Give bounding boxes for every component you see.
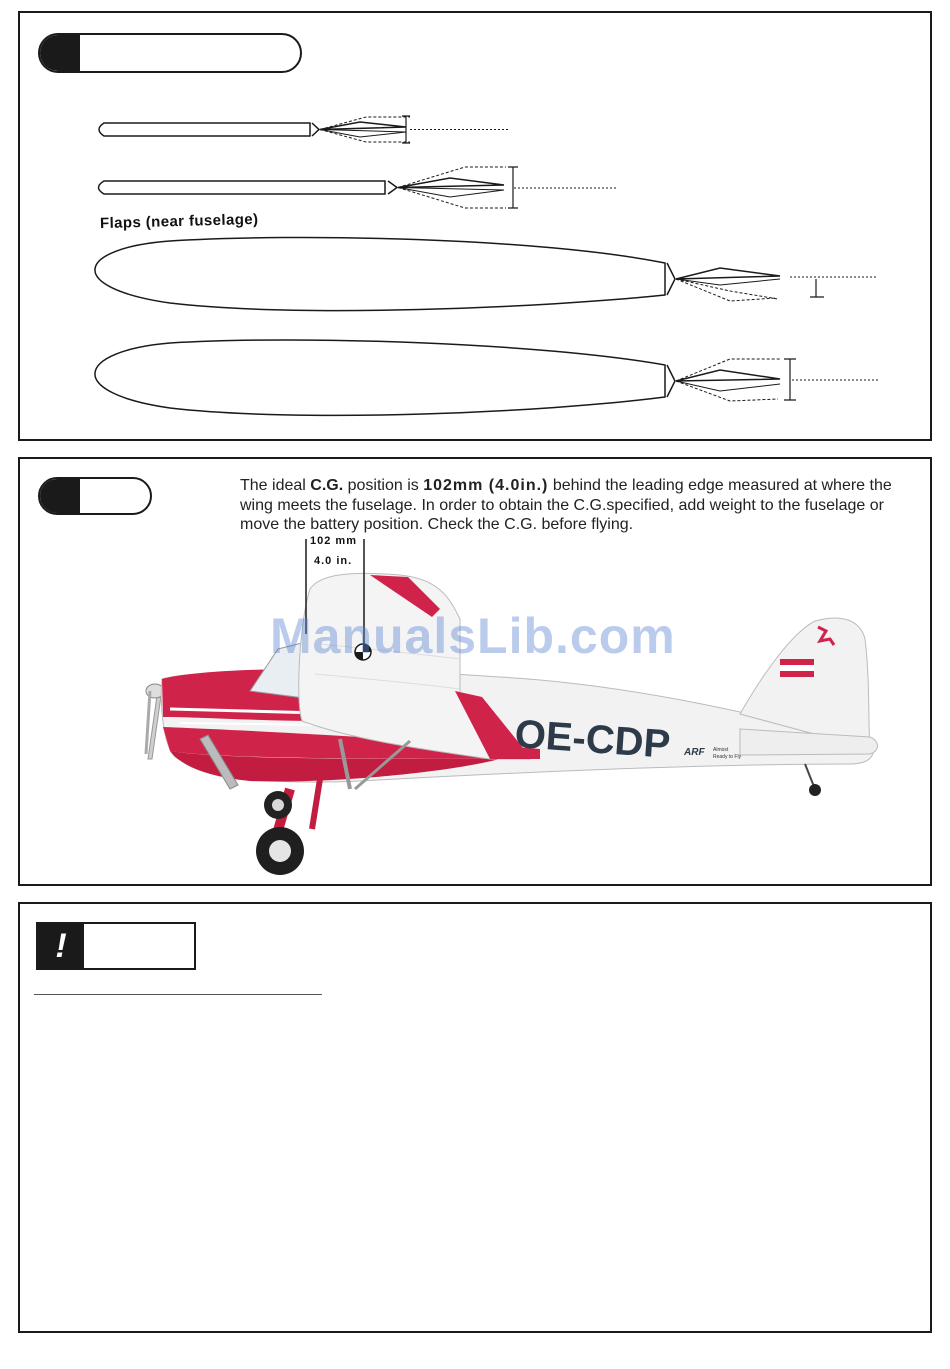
airplane-illustration xyxy=(20,459,930,884)
aileron-airfoil xyxy=(95,340,878,415)
cg-text-part: .) xyxy=(536,477,549,494)
cg-text-part: behind the leading edge measured at where the wing meets the fuselage. In order to obtain the C.G.specified, add weight to the fuselage or move the battery position. Check the C.G. before flying. xyxy=(240,477,892,533)
cg-term: C.G. xyxy=(310,477,344,494)
tail xyxy=(740,618,878,755)
tail-section-small xyxy=(99,116,508,143)
wing xyxy=(299,573,532,759)
flaps-label: Flaps (near fuselage) xyxy=(99,210,259,233)
wheels xyxy=(256,784,821,875)
warning-header xyxy=(36,922,196,970)
arf-sub2: Ready to Fly xyxy=(713,754,742,760)
tail-flag-stripe-top xyxy=(780,659,814,665)
tail-section-large xyxy=(99,167,617,208)
flap-airfoil xyxy=(95,237,878,310)
cg-dim-inch: 4.0 in. xyxy=(314,555,353,567)
cg-panel xyxy=(18,457,932,886)
cg-inch-value: 4.0in xyxy=(495,477,537,494)
control-throw-panel xyxy=(18,11,932,441)
tail-flag-stripe-bottom xyxy=(780,671,814,677)
cg-text-part: ( xyxy=(483,477,496,494)
warning-panel xyxy=(18,902,932,1333)
arf-mark: ARF xyxy=(684,747,705,758)
registration-mark: OE-CDP xyxy=(513,712,672,767)
cg-text-part: The ideal xyxy=(240,477,311,494)
warning-divider xyxy=(34,994,322,995)
cg-text-part: position is xyxy=(343,477,424,494)
warning-icon: ! xyxy=(38,924,84,968)
cg-dim-mm: 102 mm xyxy=(310,535,357,547)
cg-mm-value: 102mm xyxy=(423,477,484,494)
watermark-text: ManualsLib.com xyxy=(270,608,676,664)
arf-sub1: Almost xyxy=(713,747,729,753)
